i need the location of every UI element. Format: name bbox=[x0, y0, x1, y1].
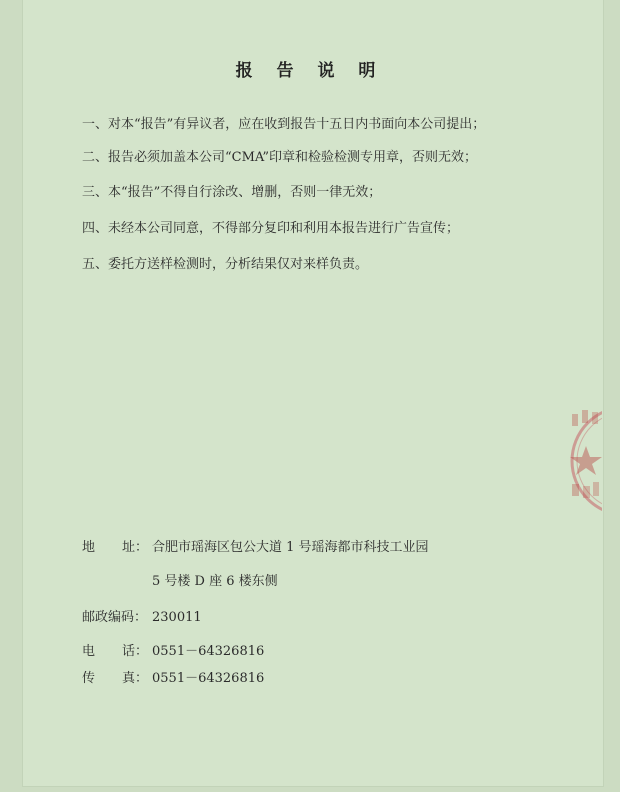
address-line-1: 合肥市瑶海区包公大道 1 号瑶海都市科技工业园 bbox=[152, 540, 429, 555]
phone-label-char1: 电 bbox=[82, 644, 96, 659]
page-title: 报 告 说 明 bbox=[235, 61, 385, 81]
address-label bbox=[82, 539, 149, 557]
address-label-char2: 址： bbox=[122, 540, 149, 555]
clause-2: 二、报告必须加盖本公司“CMA”印章和检验检测专用章，否则无效； bbox=[82, 150, 478, 165]
fax-label bbox=[82, 670, 149, 688]
fax-label-char1: 传 bbox=[82, 671, 96, 686]
fax-label-char2: 真： bbox=[122, 671, 149, 686]
clause-4: 四、未经本公司同意，不得部分复印和利用本报告进行广告宣传； bbox=[82, 221, 460, 236]
address-line-2: 5 号楼 D 座 6 楼东侧 bbox=[152, 574, 278, 589]
clause-3: 三、本“报告”不得自行涂改、增删，否则一律无效； bbox=[82, 185, 382, 200]
fax-value: 0551－64326816 bbox=[152, 671, 265, 686]
clause-1: 一、对本“报告”有异议者，应在收到报告十五日内书面向本公司提出； bbox=[82, 117, 486, 132]
phone-label-char2: 话： bbox=[122, 644, 149, 659]
red-star-seal-icon bbox=[568, 402, 602, 520]
address-label-char1: 地 bbox=[82, 540, 96, 555]
clause-5: 五、委托方送样检测时，分析结果仅对来样负责。 bbox=[82, 257, 369, 272]
postcode-value: 230011 bbox=[152, 610, 202, 625]
phone-label bbox=[82, 643, 149, 661]
phone-value: 0551－64326816 bbox=[152, 644, 265, 659]
seal-graphic bbox=[568, 402, 602, 520]
postcode-label: 邮政编码： bbox=[82, 610, 148, 625]
